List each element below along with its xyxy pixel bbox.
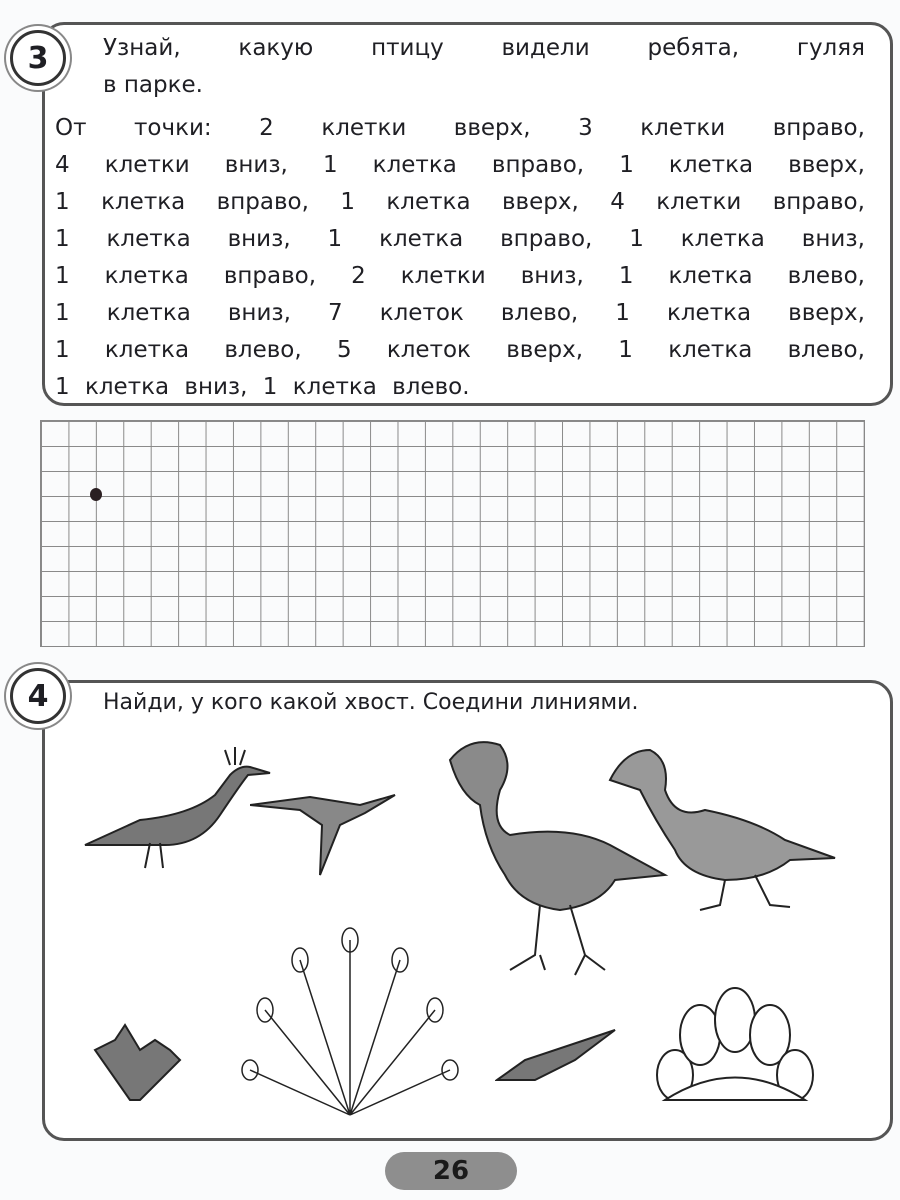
word: видели bbox=[501, 35, 590, 61]
turkey-tail-image[interactable] bbox=[655, 985, 815, 1105]
word: влево, bbox=[787, 337, 865, 363]
word: вниз, bbox=[227, 300, 291, 326]
word: вправо, bbox=[223, 263, 317, 289]
word: какую bbox=[238, 35, 314, 61]
word: клетка bbox=[668, 152, 754, 178]
word: клетка bbox=[106, 226, 191, 252]
word: 1 bbox=[619, 152, 634, 178]
page-number: 26 bbox=[385, 1152, 517, 1190]
instruction-line bbox=[55, 147, 865, 184]
word: 1 bbox=[327, 226, 343, 252]
task-3-number-text: 3 bbox=[27, 40, 49, 76]
word: 1 bbox=[629, 226, 644, 252]
word: 1 bbox=[618, 263, 634, 289]
word: влево, bbox=[787, 263, 865, 289]
word: От bbox=[55, 115, 87, 141]
word: ребята, bbox=[647, 35, 740, 61]
word: вниз, bbox=[520, 263, 584, 289]
task-3-number bbox=[10, 30, 66, 86]
word: вправо, bbox=[491, 152, 585, 178]
word: клетки bbox=[104, 152, 190, 178]
word: 1 bbox=[55, 337, 70, 363]
word: 1 bbox=[55, 226, 70, 252]
word: вправо, bbox=[216, 189, 309, 215]
instruction-line bbox=[55, 221, 865, 258]
task-4-number bbox=[10, 668, 66, 724]
word: вверх, bbox=[788, 152, 865, 178]
word: 5 bbox=[336, 337, 352, 363]
word: клетки bbox=[640, 115, 726, 141]
word: клетка bbox=[386, 189, 471, 215]
word: 1 bbox=[55, 263, 70, 289]
forked-tail-image[interactable] bbox=[495, 1025, 620, 1085]
word: влево, bbox=[500, 300, 579, 326]
word: 1 bbox=[615, 300, 630, 326]
word: клетка bbox=[668, 263, 753, 289]
word: вниз, bbox=[224, 152, 288, 178]
word: клетки bbox=[321, 115, 407, 141]
instruction-line bbox=[55, 295, 865, 332]
word: 1 bbox=[55, 189, 70, 215]
instruction-line: 1 клетка вниз, 1 клетка влево. bbox=[55, 374, 470, 400]
task-3-text bbox=[55, 30, 865, 406]
word: вправо, bbox=[772, 189, 865, 215]
word: клетка bbox=[666, 300, 752, 326]
word: 2 bbox=[259, 115, 274, 141]
word: клетка bbox=[106, 300, 191, 326]
word: вниз, bbox=[801, 226, 865, 252]
word: клетка bbox=[372, 152, 457, 178]
word: точки: bbox=[134, 115, 212, 141]
instruction-line bbox=[55, 184, 865, 221]
word: 1 bbox=[322, 152, 338, 178]
word: вправо, bbox=[500, 226, 593, 252]
word: 3 bbox=[578, 115, 593, 141]
word: влево, bbox=[224, 337, 302, 363]
instruction-line bbox=[55, 110, 865, 147]
word: вверх, bbox=[453, 115, 531, 141]
word: клеток bbox=[386, 337, 471, 363]
task-3-title-line2: в парке. bbox=[103, 72, 203, 98]
word: вправо, bbox=[772, 115, 865, 141]
word: гуляя bbox=[796, 35, 865, 61]
task-4-title: Найди, у кого какой хвост. Соедини линиями. bbox=[103, 690, 639, 715]
word: 1 bbox=[55, 300, 70, 326]
word: клетки bbox=[400, 263, 486, 289]
word: клеток bbox=[379, 300, 464, 326]
word: 1 bbox=[340, 189, 355, 215]
start-dot bbox=[90, 488, 102, 501]
word: клетка bbox=[104, 263, 189, 289]
word: Узнай, bbox=[103, 35, 181, 61]
eagle-bird-image[interactable] bbox=[605, 740, 840, 915]
task-3-title-line1 bbox=[55, 30, 865, 67]
instruction-line bbox=[55, 258, 865, 295]
peacock-bird-image[interactable] bbox=[80, 735, 275, 875]
word: 1 bbox=[618, 337, 633, 363]
swallow-bird-image[interactable] bbox=[250, 775, 400, 885]
peacock-tail-image[interactable] bbox=[240, 920, 460, 1120]
word: клетка bbox=[668, 337, 753, 363]
word: клетка bbox=[104, 337, 190, 363]
drawing-grid[interactable] bbox=[40, 420, 865, 647]
task-4-number-text: 4 bbox=[27, 678, 49, 714]
word: вверх, bbox=[506, 337, 584, 363]
word: вниз, bbox=[227, 226, 291, 252]
feathered-tail-image[interactable] bbox=[90, 1020, 185, 1105]
word: 4 bbox=[55, 152, 70, 178]
word: птицу bbox=[371, 35, 444, 61]
word: клетка bbox=[101, 189, 186, 215]
word: клетки bbox=[656, 189, 742, 215]
word: вверх, bbox=[501, 189, 579, 215]
word: клетка bbox=[680, 226, 765, 252]
word: вверх, bbox=[788, 300, 865, 326]
word: 4 bbox=[610, 189, 625, 215]
instruction-line bbox=[55, 332, 865, 369]
word: клетка bbox=[379, 226, 464, 252]
word: 2 bbox=[351, 263, 366, 289]
word: 7 bbox=[328, 300, 343, 326]
